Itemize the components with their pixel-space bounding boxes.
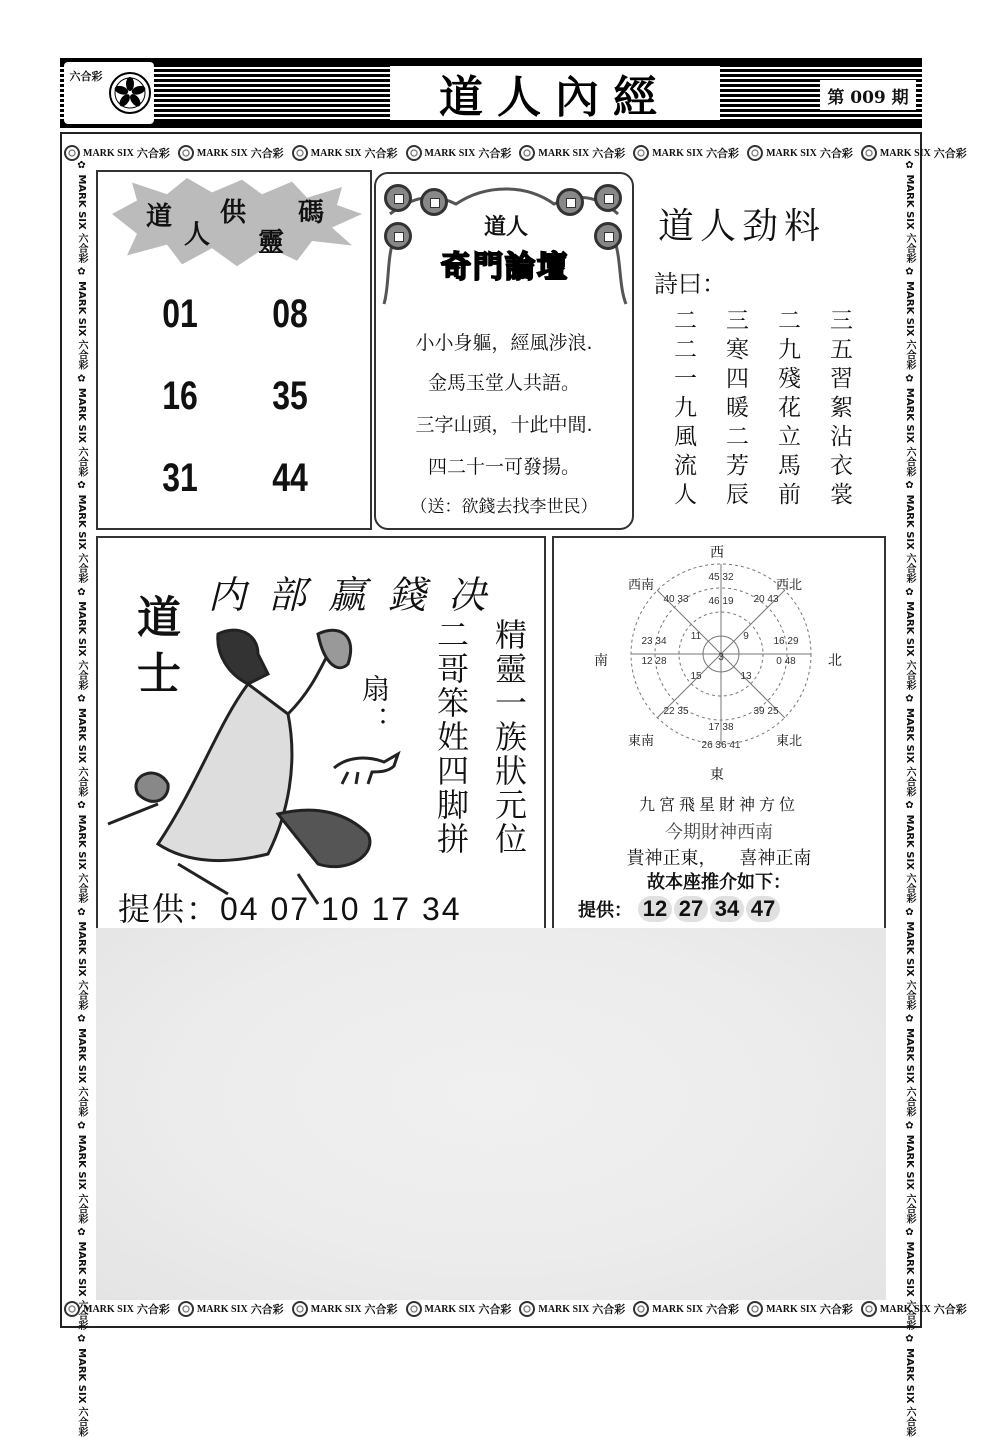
compass-number: 3 xyxy=(718,652,724,663)
bauhinia-logo-icon xyxy=(108,71,152,115)
brand-text: 六合彩 xyxy=(478,1303,512,1316)
number-ball: 34 xyxy=(710,896,744,922)
number-ball: 47 xyxy=(746,896,780,922)
dir-north: 北 xyxy=(828,653,842,669)
compass-number: 11 xyxy=(690,631,702,642)
lucky-number: 44 xyxy=(272,456,308,500)
mark-six-text: MARK SIX xyxy=(879,1303,931,1315)
wealth-god-direction: 今期財神西南 xyxy=(665,822,773,843)
number-ball: 12 xyxy=(638,896,672,922)
border-top xyxy=(64,142,967,164)
flower-icon xyxy=(633,145,649,161)
mark-six-text: MARK SIX xyxy=(83,147,134,159)
border-unit xyxy=(633,1301,739,1317)
brand-text: 六合彩 xyxy=(250,1303,284,1316)
nine-palace-panel xyxy=(552,536,886,928)
poem-line: 四二十一可發揚。 xyxy=(427,456,580,478)
p1-title-char: 道 xyxy=(146,202,173,232)
flower-icon xyxy=(178,1301,194,1317)
verse-panel xyxy=(636,172,888,530)
horse-icon xyxy=(328,748,408,788)
noble-god-direction: 貴神正東， 喜神正南 xyxy=(626,848,812,869)
provide-label: 提供： xyxy=(578,900,632,921)
mark-six-text: MARK SIX xyxy=(652,147,704,159)
dir-south: 南 xyxy=(594,653,608,669)
brand-text: 六合彩 xyxy=(706,147,740,160)
brand-text: 六合彩 xyxy=(136,1303,170,1316)
flower-icon xyxy=(747,145,763,161)
flower-icon xyxy=(519,1301,535,1317)
mark-six-text: MARK SIX xyxy=(538,147,590,159)
dir-east: 東 xyxy=(710,767,724,783)
provide-row xyxy=(578,896,782,922)
number-ball: 27 xyxy=(674,896,708,922)
compass-number: 9 xyxy=(743,631,749,642)
border-unit xyxy=(292,145,398,161)
coin-icon xyxy=(384,184,412,212)
compass-number: 26 36 41 xyxy=(701,740,741,751)
coin-icon xyxy=(384,222,412,250)
p1-title-char: 人 xyxy=(184,220,211,250)
compass-number: 16 29 xyxy=(773,636,799,647)
border-unit xyxy=(406,1301,512,1317)
brand-text: 六合彩 xyxy=(819,147,853,160)
flower-icon xyxy=(747,1301,763,1317)
verse-column: 二九殘花立馬前 xyxy=(774,308,800,511)
p1-title-char: 供 xyxy=(220,198,247,228)
lucky-number: 31 xyxy=(162,456,198,500)
p1-title-char: 碼 xyxy=(298,198,325,228)
flower-icon xyxy=(178,145,194,161)
dir-west: 西 xyxy=(710,545,724,561)
flower-icon xyxy=(633,1301,649,1317)
brand-text: 六合彩 xyxy=(136,147,170,160)
verse-label: 詩曰： xyxy=(654,270,726,298)
border-unit xyxy=(178,145,284,161)
border-unit xyxy=(64,145,170,161)
brand-text: 六合彩 xyxy=(592,147,626,160)
border-unit xyxy=(406,145,512,161)
mark-six-text: MARK SIX xyxy=(196,1303,248,1315)
brand-text: 六合彩 xyxy=(364,147,398,160)
border-unit xyxy=(519,1301,625,1317)
header-band xyxy=(60,58,922,128)
border-left xyxy=(66,160,92,1437)
border-unit xyxy=(178,1301,284,1317)
brand-text: 六合彩 xyxy=(364,1303,398,1316)
compass-number: 0 48 xyxy=(776,656,796,667)
winning-tips-panel xyxy=(96,536,546,928)
tips-column: 精靈一族狀元位 xyxy=(490,618,528,856)
poem-line: 小小身軀，經風涉浪. xyxy=(415,332,593,354)
dir-southwest: 西南 xyxy=(628,578,655,593)
coin-icon xyxy=(420,188,448,216)
border-unit xyxy=(633,145,739,161)
brand-text: 六合彩 xyxy=(592,1303,626,1316)
flower-icon xyxy=(292,1301,308,1317)
poem-panel xyxy=(374,172,634,530)
tips-title: 内部赢錢决 xyxy=(208,573,509,617)
tips-column: 二哥笨姓四脚拼 xyxy=(432,618,470,856)
compass-number: 40 33 xyxy=(663,594,689,605)
mark-six-text: MARK SIX xyxy=(538,1303,590,1315)
brand-text: 六合彩 xyxy=(706,1303,740,1316)
compass-number: 13 xyxy=(740,671,752,682)
flower-icon xyxy=(861,145,877,161)
border-unit xyxy=(861,145,967,161)
brand-text: 六合彩 xyxy=(933,1303,967,1316)
mark-six-text: MARK SIX xyxy=(424,147,476,159)
poem-hint: （送：欲錢去找李世民） xyxy=(410,497,598,517)
poem-line: 金馬玉堂人共語。 xyxy=(427,372,580,394)
brand-text: 六合彩 xyxy=(819,1303,853,1316)
logo xyxy=(64,62,154,124)
brand-text: 六合彩 xyxy=(250,147,284,160)
mark-six-text: MARK SIX xyxy=(310,147,362,159)
border-vertical-text: ✿ MARK SIX 六合彩 ✿ MARK SIX 六合彩 ✿ MARK SIX 六合彩 ✿ MARK SIX 六合彩 ✿ MARK SIX 六合彩 ✿ MARK SIX 六合彩 ✿ MARK SIX 六合彩 ✿ MARK SIX 六合彩 ✿ MARK SIX 六合彩 ✿ MARK SIX 六合彩 ✿ MARK SIX 六合彩 ✿ MARK SIX 六合彩 xyxy=(904,160,915,1437)
tips-fan: 扇： xyxy=(358,674,391,738)
page-title: 道人內經 xyxy=(439,72,671,123)
compass-caption: 九宮飛星財神方位 xyxy=(638,795,799,814)
coin-icon xyxy=(556,188,584,216)
dir-southeast: 東南 xyxy=(628,734,655,749)
compass-number: 20 43 xyxy=(753,594,779,605)
mark-six-text: MARK SIX xyxy=(879,147,931,159)
tips-side-title: 道士 xyxy=(129,594,180,706)
mark-six-text: MARK SIX xyxy=(652,1303,704,1315)
flower-icon xyxy=(406,145,422,161)
border-unit xyxy=(519,145,625,161)
mark-six-text: MARK SIX xyxy=(766,1303,817,1315)
poem-line: 三字山頭，十此中間. xyxy=(415,414,593,436)
p1-title-char: 靈 xyxy=(258,228,285,258)
mark-six-text: MARK SIX xyxy=(83,1303,134,1315)
brand-text: 六合彩 xyxy=(478,147,512,160)
verse-column: 三五習絮沾衣裳 xyxy=(826,308,852,511)
flower-icon xyxy=(861,1301,877,1317)
border-vertical-text: ✿ MARK SIX 六合彩 ✿ MARK SIX 六合彩 ✿ MARK SIX 六合彩 ✿ MARK SIX 六合彩 ✿ MARK SIX 六合彩 ✿ MARK SIX 六合彩 ✿ MARK SIX 六合彩 ✿ MARK SIX 六合彩 ✿ MARK SIX 六合彩 ✿ MARK SIX 六合彩 ✿ MARK SIX 六合彩 ✿ MARK SIX 六合彩 xyxy=(76,160,87,1437)
compass-number: 15 xyxy=(690,671,702,682)
compass-number: 46 19 xyxy=(708,596,734,607)
logo-text: 六合彩 xyxy=(69,70,103,83)
poem-author: 道人 xyxy=(483,214,528,240)
mark-six-text: MARK SIX xyxy=(766,147,817,159)
mark-six-text: MARK SIX xyxy=(424,1303,476,1315)
verse-title: 道人劲料 xyxy=(658,206,827,247)
compass-number: 12 28 xyxy=(641,656,667,667)
coin-icon xyxy=(594,222,622,250)
border-unit xyxy=(747,145,853,161)
dir-northwest: 西北 xyxy=(776,578,803,593)
border-unit xyxy=(292,1301,398,1317)
lucky-number: 35 xyxy=(272,374,308,418)
mark-six-text: MARK SIX xyxy=(196,147,248,159)
brand-text: 六合彩 xyxy=(933,147,967,160)
recommend-label: 故本座推介如下： xyxy=(647,872,791,893)
dir-northeast: 東北 xyxy=(776,734,803,749)
compass-number: 22 35 xyxy=(663,706,689,717)
compass-number: 45 32 xyxy=(708,572,734,583)
mark-six-text: MARK SIX xyxy=(310,1303,362,1315)
border-unit xyxy=(747,1301,853,1317)
coin-icon xyxy=(594,184,622,212)
issue-number: 第 009 期 xyxy=(820,80,916,110)
flower-icon xyxy=(519,145,535,161)
flower-icon xyxy=(64,145,80,161)
blank-area xyxy=(96,928,886,1300)
lucky-number: 16 xyxy=(162,374,198,418)
border-bottom xyxy=(64,1298,967,1320)
tips-provide: 提供：04 07 10 17 34 xyxy=(118,891,462,927)
verse-column: 二二一九風流人 xyxy=(670,308,696,511)
flower-icon xyxy=(292,145,308,161)
lucky-numbers-panel xyxy=(96,170,372,530)
compass-number: 23 34 xyxy=(641,636,667,647)
flower-icon xyxy=(406,1301,422,1317)
compass-number: 39 25 xyxy=(753,706,779,717)
border-right xyxy=(894,160,920,1437)
title-box xyxy=(390,66,720,123)
lucky-number: 01 xyxy=(162,292,198,336)
verse-column: 三寒四暖二芳辰 xyxy=(722,308,748,511)
lucky-number: 08 xyxy=(272,292,308,336)
compass-number: 17 38 xyxy=(708,722,734,733)
poem-title: 奇門論壇 xyxy=(441,250,569,285)
